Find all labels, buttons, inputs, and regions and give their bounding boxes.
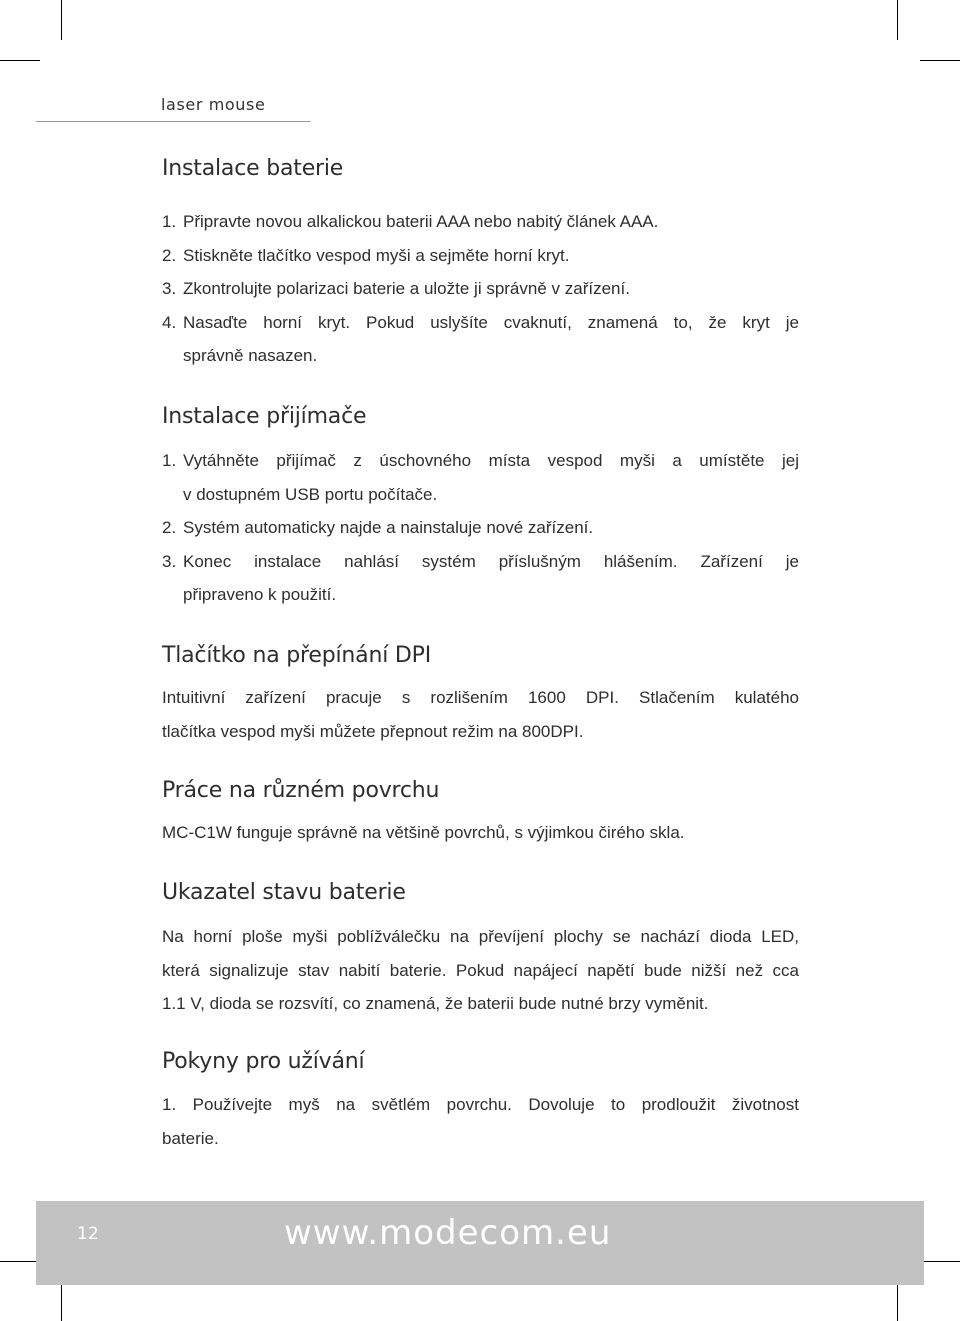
paragraph-line: tlačítka vespod myši můžete přepnout režim na 800DPI. bbox=[162, 721, 584, 741]
usage-paragraph bbox=[162, 1088, 799, 1155]
section-battery-indicator bbox=[162, 880, 799, 906]
list-item-continuation: správně nasazen. bbox=[183, 346, 318, 365]
crop-mark bbox=[897, 0, 898, 40]
section-usage bbox=[162, 1049, 799, 1075]
running-header: laser mouse bbox=[161, 95, 266, 114]
website-url: www.modecom.eu bbox=[284, 1213, 612, 1253]
dpi-paragraph bbox=[162, 681, 799, 748]
list-item: 2. Stiskněte tlačítko vespod myši a sejměte horní kryt. bbox=[162, 245, 570, 265]
section-title: Pokyny pro užívání bbox=[162, 1049, 365, 1074]
receiver-steps bbox=[162, 444, 799, 612]
section-receiver-install bbox=[162, 404, 799, 430]
section-battery-install bbox=[162, 156, 799, 182]
section-title: Instalace baterie bbox=[162, 156, 344, 181]
paragraph-line: baterie. bbox=[162, 1128, 219, 1148]
header-divider bbox=[36, 121, 311, 122]
surface-paragraph bbox=[162, 816, 799, 850]
crop-mark bbox=[897, 1281, 898, 1321]
paragraph-line: Intuitivní zařízení pracuje s rozlišením 1600 DPI. Stlačením kulatého bbox=[162, 688, 799, 707]
section-title: Ukazatel stavu baterie bbox=[162, 880, 406, 905]
crop-mark bbox=[61, 0, 62, 40]
list-item-continuation: připraveno k použití. bbox=[183, 585, 337, 604]
section-title: Instalace přijímače bbox=[162, 404, 367, 429]
list-item: 2. Systém automaticky najde a nainstaluje nové zařízení. bbox=[162, 518, 594, 537]
list-item: 1. Vytáhněte přijímač z úschovného místa vespod myši a umístěte jej bbox=[162, 451, 799, 470]
paragraph-line: která signalizuje stav nabití baterie. Pokud napájecí napětí bude nižší než cca bbox=[162, 960, 799, 980]
paragraph-line: Na horní ploše myši poblížválečku na převíjení plochy se nachází dioda LED, bbox=[162, 927, 799, 946]
section-dpi bbox=[162, 643, 799, 669]
section-title: Tlačítko na přepínání DPI bbox=[162, 643, 432, 668]
crop-mark bbox=[920, 1261, 960, 1262]
list-item-continuation: v dostupném USB portu počítače. bbox=[183, 484, 438, 504]
page-number: 12 bbox=[77, 1224, 99, 1244]
paragraph-line: MC-C1W funguje správně na většině povrchů, s výjimkou čirého skla. bbox=[162, 823, 685, 842]
paragraph-line: 1.1 V, dioda se rozsvítí, co znamená, že baterii bude nutné brzy vyměnit. bbox=[162, 994, 709, 1013]
battery-steps bbox=[162, 205, 799, 373]
list-item: 4. Nasaďte horní kryt. Pokud uslyšíte cvaknutí, znamená to, že kryt je bbox=[162, 312, 799, 332]
battery-indicator-paragraph bbox=[162, 920, 799, 1021]
crop-mark bbox=[0, 1261, 40, 1262]
list-item: 3. Zkontrolujte polarizaci baterie a uložte ji správně v zařízení. bbox=[162, 279, 630, 298]
crop-mark bbox=[61, 1281, 62, 1321]
list-item: 1. Připravte novou alkalickou baterii AAA nebo nabitý článek AAA. bbox=[162, 212, 659, 231]
section-surface bbox=[162, 778, 799, 804]
paragraph-line: 1. Používejte myš na světlém povrchu. Dovoluje to prodloužit životnost bbox=[162, 1095, 799, 1114]
list-item: 3. Konec instalace nahlásí systém příslušným hlášením. Zařízení je bbox=[162, 551, 799, 571]
crop-mark bbox=[0, 60, 40, 61]
crop-mark bbox=[920, 60, 960, 61]
section-title: Práce na různém povrchu bbox=[162, 778, 440, 803]
